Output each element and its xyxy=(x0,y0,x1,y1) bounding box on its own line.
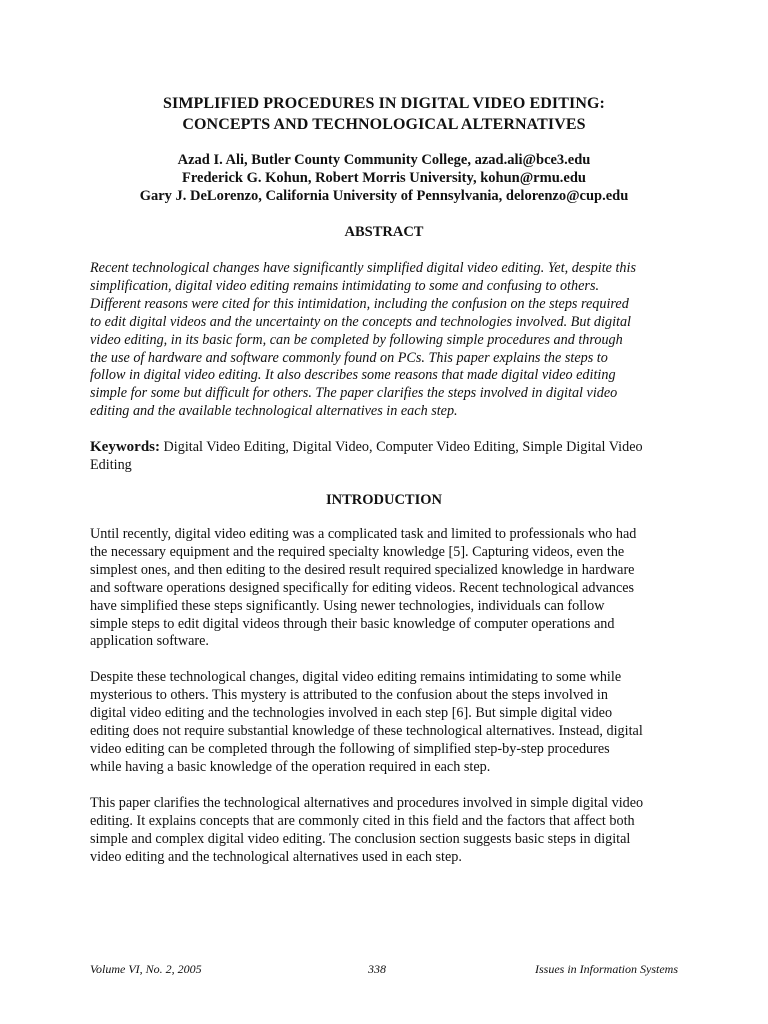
title-line: SIMPLIFIED PROCEDURES IN DIGITAL VIDEO EDITING: xyxy=(163,95,605,112)
footer-journal: Issues in Information Systems xyxy=(535,962,678,976)
footer-page-number: 338 xyxy=(368,962,386,976)
paragraph-line: editing. It explains concepts that are commonly cited in this field and the factors that affect both xyxy=(90,812,635,829)
abstract-line: the use of hardware and software commonly found on PCs. This paper explains the steps to xyxy=(90,349,608,366)
paragraph-line: video editing and the technological alternatives used in each step. xyxy=(90,848,462,865)
paragraph-line: application software. xyxy=(90,633,209,650)
keywords-text: Digital Video Editing, Digital Video, Computer Video Editing, Simple Digital Video xyxy=(163,439,643,455)
author-line: Gary J. DeLorenzo, California University of Pennsylvania, delorenzo@cup.edu xyxy=(139,188,629,204)
abstract-line: follow in digital video editing. It also describes some reasons that made digital video editing xyxy=(90,367,616,384)
paragraph-line: This paper clarifies the technological alternatives and procedures involved in simple digital video xyxy=(90,795,644,811)
paragraph-line: simplest ones, and then editing to the desired result required specialized knowledge in hardware xyxy=(90,561,635,578)
paragraph-line: while having a basic knowledge of the operation required in each step. xyxy=(90,758,491,775)
abstract-line: simple for some but difficult for others. The paper clarifies the steps involved in digital video xyxy=(90,385,618,402)
abstract-line: to edit digital videos and the uncertainty on the concepts and technologies involved. But digital xyxy=(90,313,631,330)
abstract-line: Different reasons were cited for this intimidation, including the confusion on the steps required xyxy=(90,295,629,312)
intro-paragraph-1 xyxy=(90,526,690,651)
introduction-heading: INTRODUCTION xyxy=(325,492,442,508)
paragraph-line: mysterious to others. This mystery is attributed to the confusion about the steps involved in xyxy=(90,686,608,703)
abstract-line: video editing, in its basic form, can be completed by following simple procedures and through xyxy=(90,331,623,348)
abstract-line: simplification, digital video editing remains intimidating to some and confusing to others. xyxy=(90,277,600,294)
intro-paragraph-3 xyxy=(90,795,690,867)
abstract-line: editing and the available technological alternatives in each step. xyxy=(90,403,458,420)
keywords-line: Editing xyxy=(90,457,132,473)
abstract-heading: ABSTRACT xyxy=(344,224,424,240)
title-line: CONCEPTS AND TECHNOLOGICAL ALTERNATIVES xyxy=(182,116,586,133)
keywords-line xyxy=(90,438,690,456)
paragraph-line: and software operations designed specifically for editing videos. Recent technological advances xyxy=(90,579,635,596)
paragraph-line: digital video editing and the technologies involved in each step [6]. But simple digital video xyxy=(90,704,613,721)
abstract-text xyxy=(90,260,690,421)
paragraph-line: simple steps to edit digital videos through their basic knowledge of computer operations and xyxy=(90,615,615,632)
paragraph-line: Despite these technological changes, digital video editing remains intimidating to some while xyxy=(90,669,622,685)
paper-title xyxy=(60,93,708,135)
author-line: Frederick G. Kohun, Robert Morris University, kohun@rmu.edu xyxy=(182,170,586,186)
author-list xyxy=(60,151,708,205)
footer-volume: Volume VI, No. 2, 2005 xyxy=(90,962,202,976)
keywords-label: Keywords: xyxy=(90,439,160,455)
intro-paragraph-2 xyxy=(90,669,690,776)
paragraph-line: have simplified these steps significantly. Using newer technologies, individuals can follow xyxy=(90,597,605,614)
keywords-block xyxy=(90,438,690,474)
paragraph-line: editing does not require substantial knowledge of these technological alternatives. Instead, digital xyxy=(90,722,643,739)
paragraph-line: Until recently, digital video editing was a complicated task and limited to professionals who had xyxy=(90,526,637,542)
paragraph-line: video editing can be completed through the following of simplified step-by-step procedures xyxy=(90,740,610,757)
author-line: Azad I. Ali, Butler County Community College, azad.ali@bce3.edu xyxy=(177,152,591,168)
paragraph-line: simple and complex digital video editing. The conclusion section suggests basic steps in digital xyxy=(90,830,631,847)
paragraph-line: the necessary equipment and the required specialty knowledge [5]. Capturing videos, even the xyxy=(90,543,625,560)
abstract-line: Recent technological changes have significantly simplified digital video editing. Yet, despite this xyxy=(90,260,636,276)
